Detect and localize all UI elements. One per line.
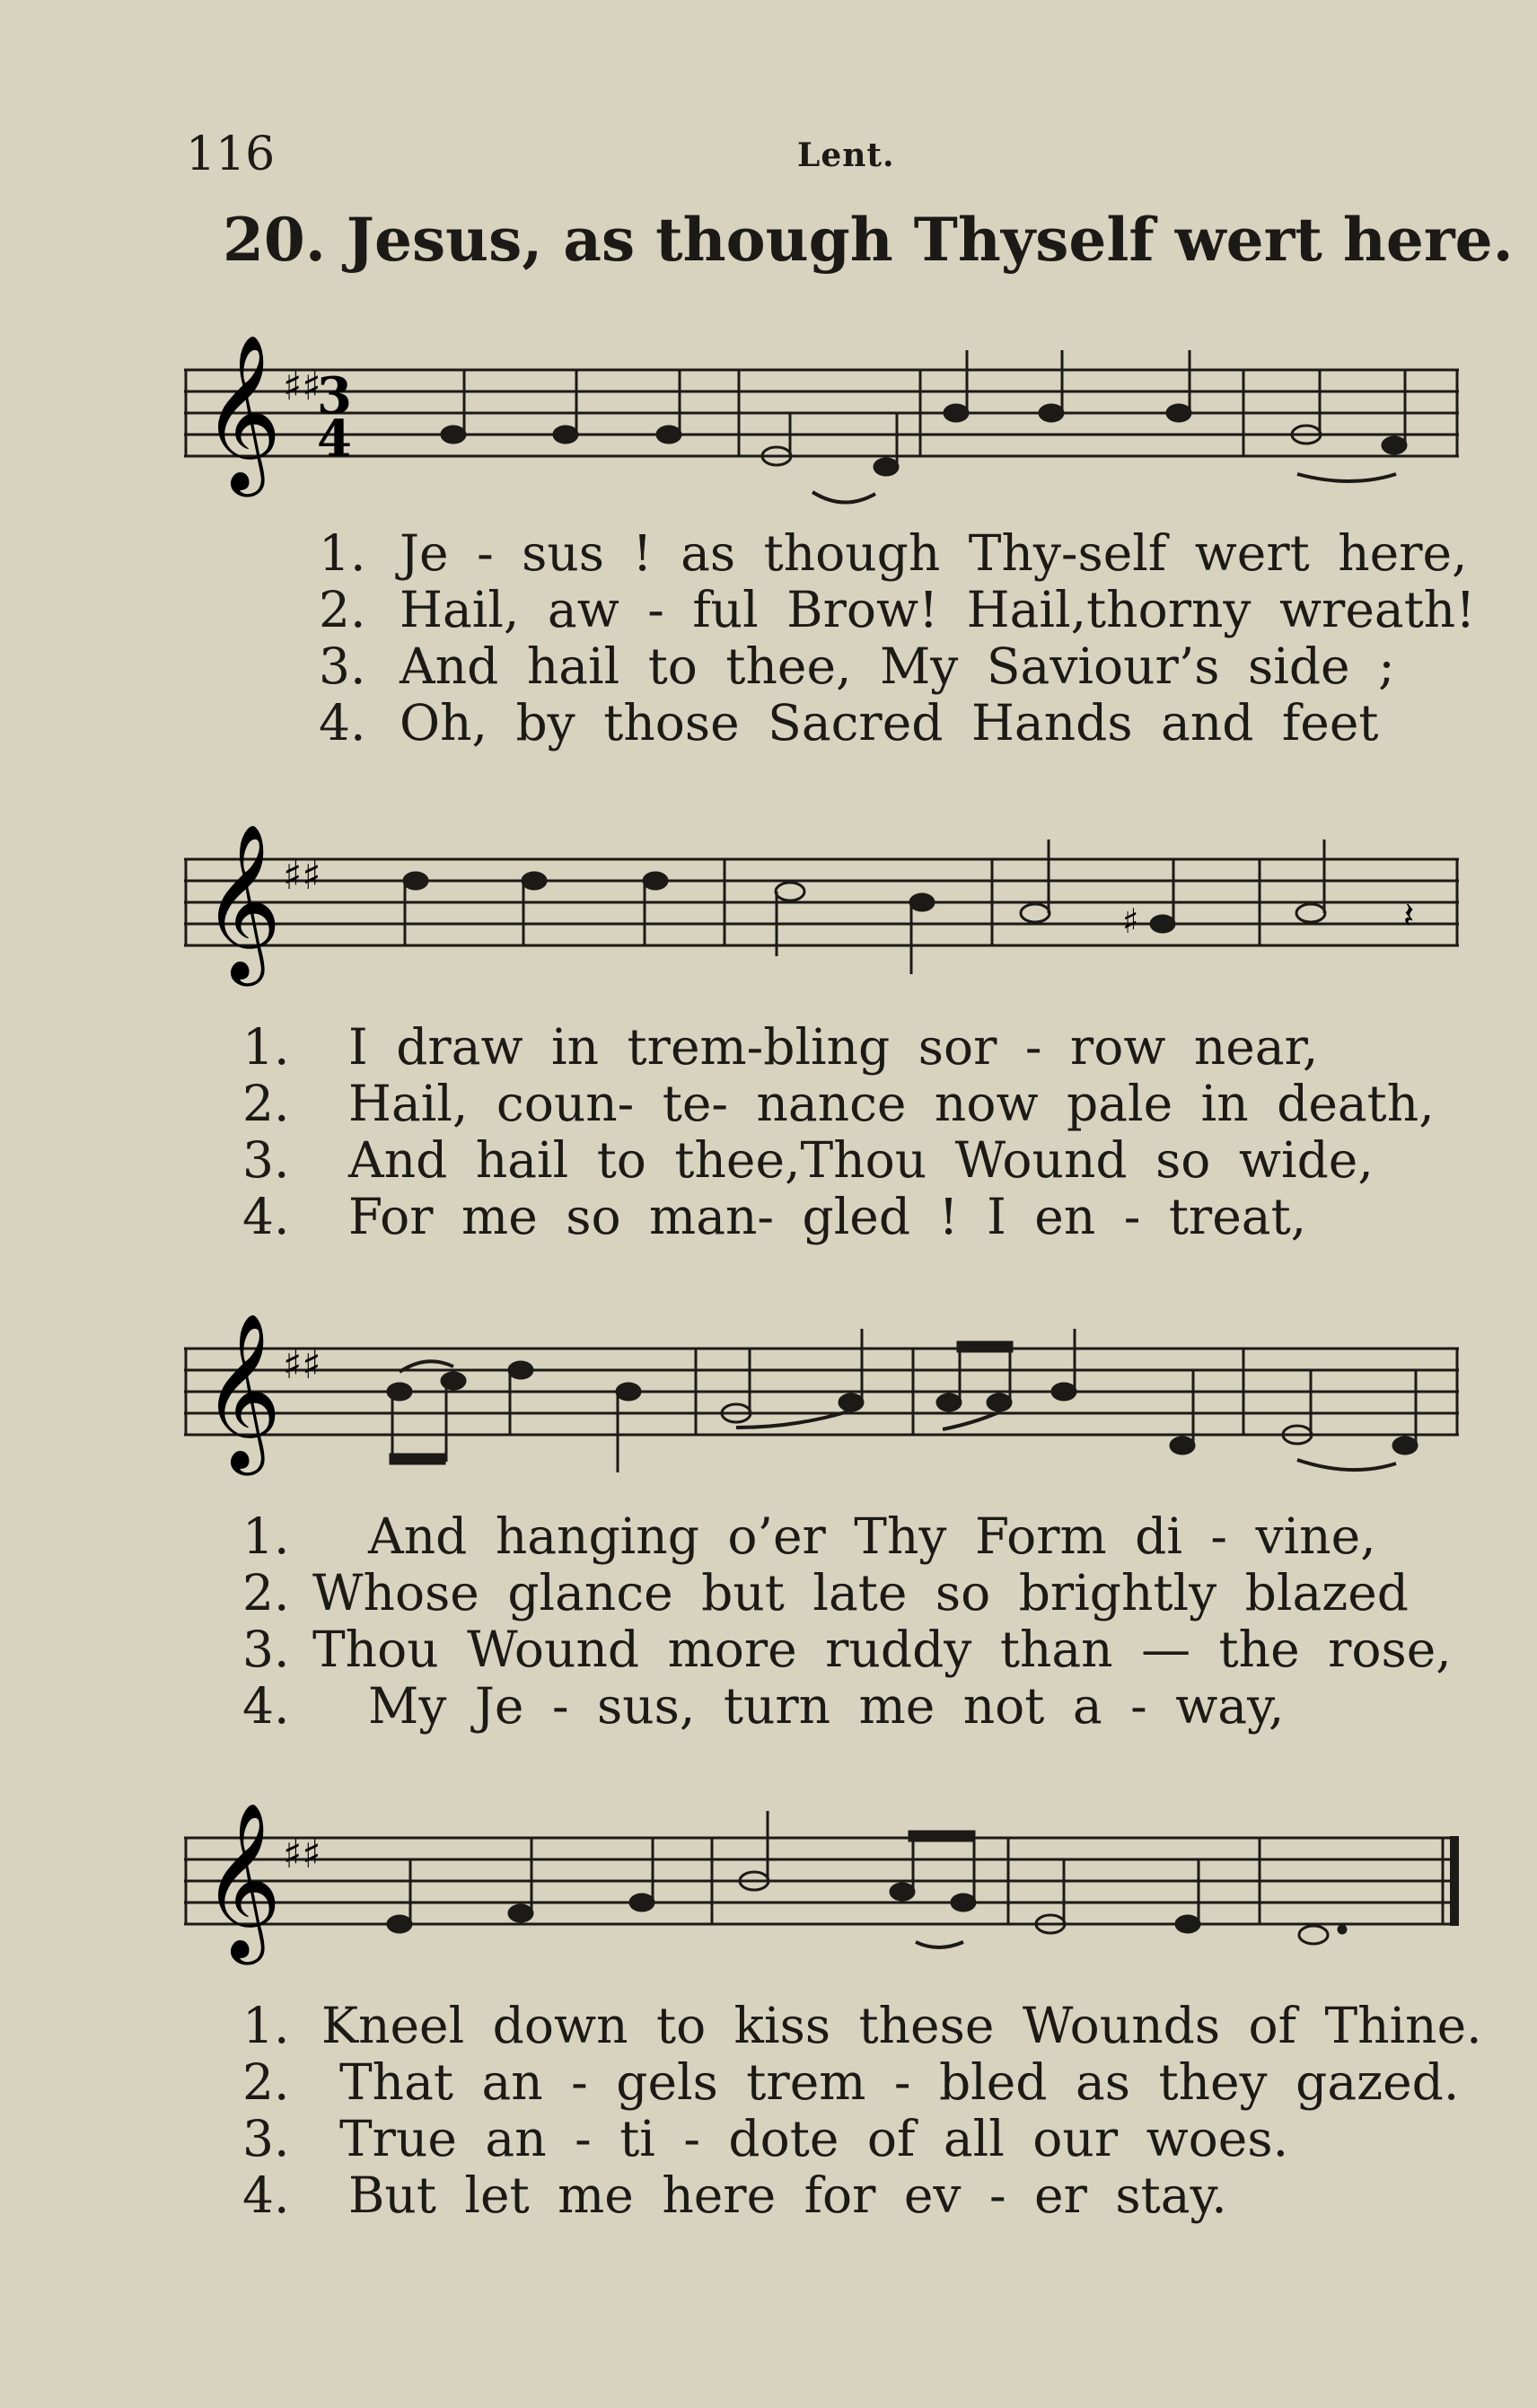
svg-text:𝄞: 𝄞 <box>202 334 282 490</box>
svg-text:𝄞: 𝄞 <box>202 1313 282 1469</box>
verse-text: I draw in trem-bling sor - row near, <box>348 1018 1319 1076</box>
music-notation-1 <box>184 323 1459 512</box>
hymn-title: 20. Jesus, as though Thyself wert here. <box>223 205 1514 275</box>
verse-text: That an - gels trem - bled as they gazed. <box>339 2053 1460 2111</box>
music-staff-system-1 <box>184 323 1459 512</box>
music-staff-system-4 <box>184 1791 1459 1980</box>
verse-text: True an - ti - dote of all our woes. <box>339 2110 1289 2167</box>
svg-text:♯: ♯ <box>1122 901 1139 941</box>
verse-number: 4. <box>242 2166 290 2224</box>
verse-text: And hanging o’er Thy Form di - vine, <box>368 1507 1376 1565</box>
verse-text: But let me here for ev - er stay. <box>348 2166 1227 2224</box>
music-staff-system-3 <box>184 1302 1459 1490</box>
verse-number: 2. <box>319 581 366 638</box>
verse-number: 3. <box>242 2110 290 2167</box>
verse-number: 1. <box>242 1018 290 1076</box>
verse-text: Kneel down to kiss these Wounds of Thine. <box>321 1997 1482 2054</box>
music-notation-3 <box>184 1302 1459 1490</box>
verse-text: And hail to thee,Thou Wound so wide, <box>348 1131 1374 1189</box>
verse-text: My Je - sus, turn me not a - way, <box>368 1677 1285 1735</box>
verse-number: 4. <box>242 1677 290 1735</box>
page-number: 116 <box>186 127 276 181</box>
music-notation-2 <box>184 813 1459 1001</box>
verse-text: And hail to thee, My Saviour’s side ; <box>400 637 1395 695</box>
verse-number: 3. <box>242 1621 290 1678</box>
svg-text:3: 3 <box>317 366 352 426</box>
svg-text:♯♯: ♯♯ <box>283 1832 321 1877</box>
svg-text:♯♯: ♯♯ <box>283 1342 321 1388</box>
svg-text:𝄞: 𝄞 <box>202 823 282 980</box>
verse-text: Whose glance but late so brightly blazed <box>312 1564 1410 1621</box>
svg-text:♯♯: ♯♯ <box>283 364 321 409</box>
verse-text: For me so man- gled ! I en - treat, <box>348 1188 1307 1245</box>
verse-text: Oh, by those Sacred Hands and feet <box>400 694 1379 751</box>
verse-number: 3. <box>319 637 366 695</box>
verse-number: 1. <box>242 1507 290 1565</box>
music-notation-4 <box>184 1791 1459 1980</box>
running-head: Lent. <box>797 136 895 174</box>
svg-text:𝄞: 𝄞 <box>202 1802 282 1958</box>
verse-number: 2. <box>242 1564 290 1621</box>
verse-text: Thou Wound more ruddy than — the rose, <box>312 1621 1452 1678</box>
verse-number: 4. <box>242 1188 290 1245</box>
verse-text: Je - sus ! as though Thy-self wert here, <box>400 524 1468 582</box>
verse-number: 3. <box>242 1131 290 1189</box>
verse-text: Hail, aw - ful Brow! Hail,thorny wreath! <box>400 581 1476 638</box>
verse-number: 2. <box>242 1075 290 1132</box>
verse-number: 2. <box>242 2053 290 2111</box>
svg-text:4: 4 <box>317 409 352 469</box>
svg-text:𝄽: 𝄽 <box>1403 895 1415 936</box>
verse-number: 1. <box>319 524 366 582</box>
verse-number: 1. <box>242 1997 290 2054</box>
svg-text:♯♯: ♯♯ <box>283 853 321 899</box>
music-staff-system-2 <box>184 813 1459 1001</box>
verse-text: Hail, coun- te- nance now pale in death, <box>348 1075 1435 1132</box>
verse-number: 4. <box>319 694 366 751</box>
